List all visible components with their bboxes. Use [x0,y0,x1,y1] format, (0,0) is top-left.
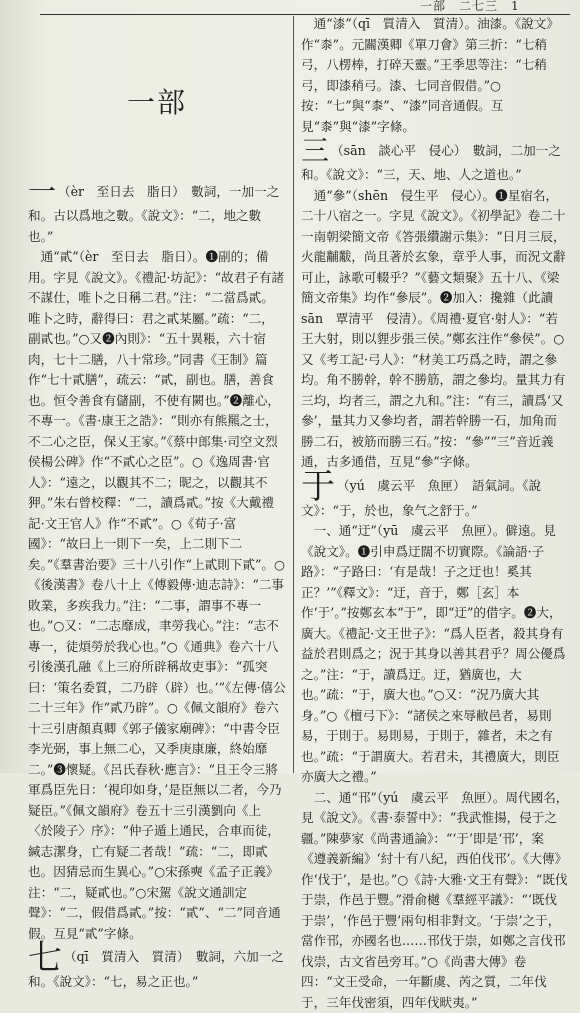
headword: 三 [301,137,329,165]
entry-definition: （yú 虞云平 魚匣） 語氣詞。《說文》：“于，於也，象气之舒于。” [301,478,541,518]
right-column [301,14,569,1013]
entry-qi [28,944,286,993]
entry-paragraph: 通“參”（shēn 侵生平 侵心）。❶星宿名，二十八宿之一。字見《說文》。《初學記》卷二十一南朝梁簡文帝《答張纘謝示集》：“日月三辰，火龍黼黻，尚且著於玄象，章乎人事，而況文辭可止，詠歌可輟乎？”《藝文類聚》五十八、《梁簡文帝集》均作“參辰”。❷加入：攙雜（此讀 sān 覃清平 侵清）。《周禮·夏官·射人》：“若王大射，則以貍步張三侯。”鄭玄注作“參侯”。○又《考工記·弓人》：“材美工巧爲之時，謂之參均。角不勝幹，幹不勝筋，謂之參均。量其力有三均，均者三，謂之九和。”注：“有三，讀爲‘又參’，量其力又參均者，謂若幹勝一石，加角而勝二石，被筋而勝三石。”按：“參”“三”音近義通，古多通借，互見“參”字條。 [301,186,569,473]
headword: 七 [28,944,62,972]
entry-paragraph: 通“貳”（èr 至日去 脂日）。❶副的；備用。字見《說文》。《禮記·坊記》：“故君子有諸不謀仕，唯卜之日稱二君。”注：“二當爲貳。唯卜之時，辭得曰：君之貳某屬。”疏：“二，副貳也。”○又❷內則》：“五十異粻，六十宿肉，七十二膳，八十常珍。”同書《王制》篇作“七十貳膳”，疏云：“貳，副也。膳，善食也。恒令善食有儲副，不使有闕也。”❷離心，不專一。《書·康王之誥》：“則亦有熊羆之士，不二心之臣，保乂王家。”《蔡中郎集·司空文烈侯楊公碑》作“不貳心之臣”。○《逸周書·官人》：“遠之，以觀其不二；昵之，以觀其不狎。”朱右曾校釋：“二，讀爲貳。”按《大戴禮記·文王官人》作“不貳”。○《荀子·富國》：“故曰上一則下一矣，上二則下二矣。”《羣書治要》三十八引作“上貳則下貳”。○《後漢書》卷八十上《傅毅傳·迪志詩》：“二事敗業，多疾我力。”注：“二事，謂事不專一也。”○又：“二志靡成，聿勞我心。”注：“志不專一，徒煩勞於我心也。”○《通典》卷六十八引後漢孔融《上三府所辟稱故吏事》：“孤突曰：‘策名委質，二乃辟（辟）也。’”《左傳·僖公二十三年》作“貳乃辟”。○《佩文韻府》卷六十三引唐顏真卿《郭子儀家廟碑》：“中書令臣李光弼，事上無二心，又季庚康廉，終始靡二。”❸懷疑。《呂氏春秋·應言》：“且王令三將軍爲臣先日：‘視印如身，’是臣無以二者，今乃疑臣。”《佩文韻府》卷五十三引漢劉向《上〈於陵子〉序》：“仲子遁上通民，合車而徒，緘志潔身，亡有疑二者哉！”疏：“二，即貳也。因猜忌而生異心。”○宋孫奭《孟子正義》注：“二，疑貳也。”○宋駕《說文通訓定聲》：“二，假借爲貳。”按：“貳”、“二”同音通假。互見“貳”字條。 [28,247,286,944]
headword: 于 [301,473,335,501]
headword: 一 [28,178,56,206]
entry-paragraph: 一、通“迂”（yū 虞云平 魚匣）。僻遠。見《說文》。❶引申爲迂闊不切實際。《論語·子路》：“子路曰：‘有是哉！子之迂也！奚其正？’”《釋文》：“迂，音于，鄭［玄］本作‘于’。”按鄭玄本“于”，即“迂”的借字。❷大，廣大。《禮記·文王世子》：“爲人臣者，殺其身有益於君則爲之；況于其身以善其君乎？周公優爲之。”注：“于，讀爲迂。迂，猶廣也，大也。”疏：“于，廣大也。”○又：“況乃廣大其身。”○《檀弓下》：“諸侯之來辱敝邑者，易則易，于則于。易則易，于則于，雜者，未之有也。”疏：“于謂廣大。若君未，其禮廣大，則臣亦廣大之禮。” [301,521,569,788]
entry-definition: （qī 質清入 質清） 數詞，六加一之和。《說文》：“七，易之正也。” [28,949,284,989]
entry-definition: （sān 談心平 侵心） 數詞，二加一之和。《說文》：“三，天、地、人之道也。” [301,143,561,182]
entry-definition: （èr 至日去 脂日） 數詞，一加一之和。古以爲地之數。《說文》：“二，地之數也。” [28,184,279,244]
column-divider [293,16,294,773]
running-header: 一部 二七三 1 [420,0,580,14]
section-title: 一部 [28,86,286,120]
entry-er [28,178,286,247]
entry-paragraph: 二、通“邗”（yú 虞云平 魚匣）。周代國名，見《說文》。《書·泰誓中》：“我武惟揚，侵于之疆。”陳夢家《尚書通論》：“‘于’即是‘邗’，案《遵義新編》‘紂十有八紀，西伯伐邗’。《大傳》作‘伐于’，是也。”○《詩·大雅·文王有聲》：“既伐于崇，作邑于豐。”滑俞樾《羣經平議》：“‘既伐于崇’，‘作邑于豐’兩句相非對文。‘于崇’之于，當作邗，亦國名也……邗伐于崇，如鄭之言伐邗伐崇，古文省邑旁耳。”○《尚書大傳》卷四：“文王受命，一年斷虞、芮之質，二年伐于，三年伐密須，四年伐畎夷。” [301,788,569,1013]
left-column [28,14,286,993]
entry-yu [301,473,569,522]
entry-paragraph: 通“漆”（qī 質清入 質清）。油漆。《說文》作“桼”。元關漢卿《單刀會》第三折：“七稍弓，八楞棒，打碎天靈。”王季思等注：“七稍弓，即漆稍弓。漆、七同音假借。”○按：“七”與“桼”、“漆”同音通假。互見“桼”與“漆”字條。 [301,14,569,137]
entry-san [301,137,569,186]
